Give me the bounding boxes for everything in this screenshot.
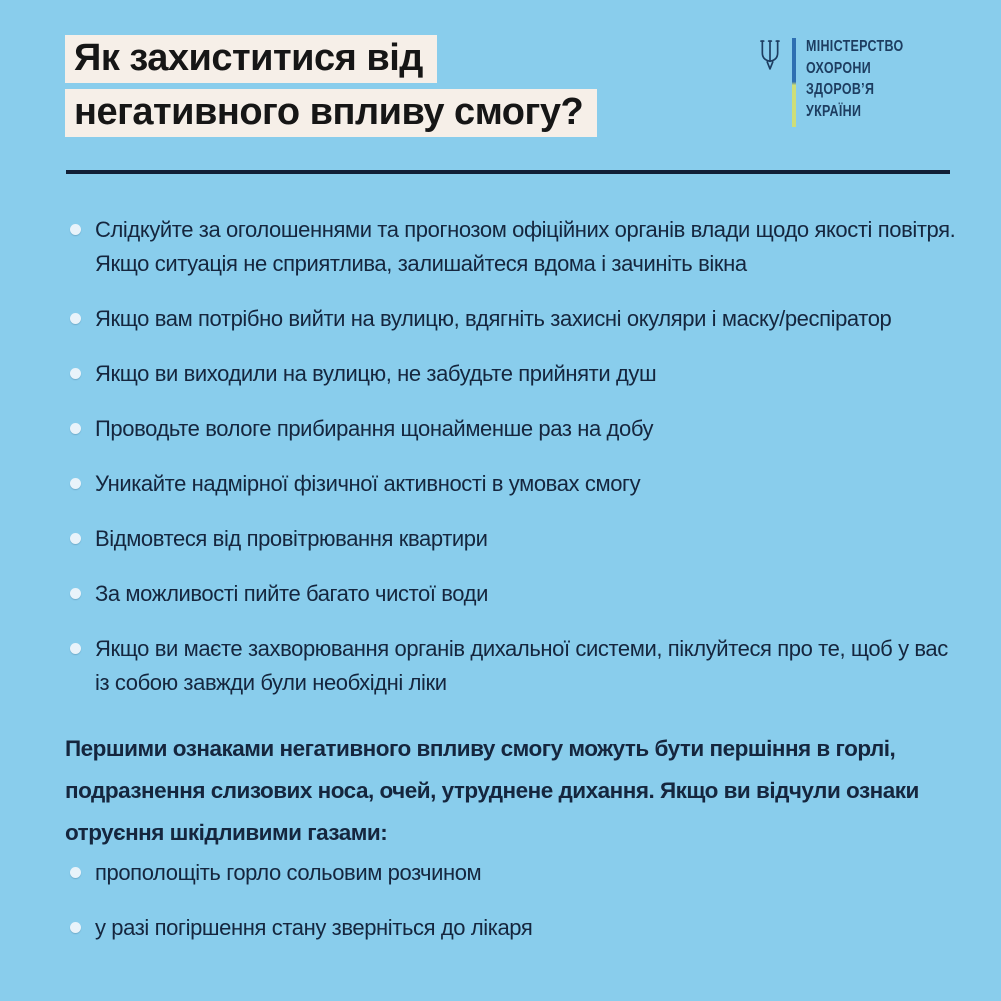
list-item bbox=[65, 213, 960, 281]
remedy-text: прополощіть горло сольовим розчином bbox=[95, 860, 482, 885]
warning-line: отруєння шкідливими газами: bbox=[65, 820, 388, 845]
bullet-dot bbox=[70, 588, 81, 599]
list-item bbox=[65, 412, 960, 446]
list-item bbox=[65, 357, 960, 391]
title-line-2: негативного впливу смогу? bbox=[65, 89, 597, 137]
bullet-dot bbox=[70, 867, 81, 878]
tip-text: Відмовтеся від провітрювання квартири bbox=[95, 526, 488, 551]
tip-text: Якщо ви виходили на вулицю, не забудьте прийняти душ bbox=[95, 361, 657, 386]
divider-line bbox=[66, 170, 950, 174]
remedy-text: у разі погіршення стану зверніться до лікаря bbox=[95, 915, 533, 940]
list-item bbox=[65, 302, 960, 336]
flag-bar-icon bbox=[792, 38, 796, 127]
bullet-dot bbox=[70, 643, 81, 654]
list-item bbox=[65, 632, 960, 700]
ministry-name-line: ОХОРОНИ bbox=[806, 59, 871, 77]
list-item bbox=[65, 577, 960, 611]
list-item bbox=[65, 911, 960, 945]
ministry-name-line: МІНІСТЕРСТВО bbox=[806, 38, 904, 55]
moh-logo bbox=[758, 38, 931, 127]
bullet-dot bbox=[70, 224, 81, 235]
ministry-name-line: ЗДОРОВ’Я bbox=[806, 81, 875, 98]
list-item bbox=[65, 522, 960, 556]
bullet-dot bbox=[70, 368, 81, 379]
bullet-dot bbox=[70, 478, 81, 489]
bullet-dot bbox=[70, 423, 81, 434]
warning-paragraph bbox=[65, 728, 965, 854]
ministry-name bbox=[806, 36, 903, 122]
tip-text: Якщо вам потрібно вийти на вулицю, вдягніть захисні окуляри і маску/респіратор bbox=[95, 306, 892, 331]
tips-list bbox=[65, 213, 960, 721]
tip-text: Слідкуйте за оголошеннями та прогнозом офіційних органів влади щодо якості повітря. Якщо ситуація не сприятлива, залишайтеся вдома і зачиніть вікна bbox=[95, 217, 956, 276]
bullet-dot bbox=[70, 313, 81, 324]
ministry-name-line: УКРАЇНИ bbox=[806, 102, 862, 120]
remedies-list bbox=[65, 856, 960, 966]
warning-line: Першими ознаками негативного впливу смогу можуть бути першіння в горлі, bbox=[65, 736, 896, 761]
title-line-1: Як захиститися від bbox=[65, 35, 437, 83]
list-item bbox=[65, 856, 960, 890]
list-item bbox=[65, 467, 960, 501]
tip-text: За можливості пийте багато чистої води bbox=[95, 581, 488, 606]
tryzub-trident-icon bbox=[758, 39, 782, 71]
tip-text: Проводьте вологе прибирання щонайменше раз на добу bbox=[95, 416, 654, 441]
page-title bbox=[65, 35, 597, 143]
bullet-dot bbox=[70, 922, 81, 933]
tip-text: Якщо ви маєте захворювання органів дихальної системи, піклуйтеся про те, щоб у вас із собою завжди були необхідні ліки bbox=[95, 636, 948, 695]
tip-text: Уникайте надмірної фізичної активності в умовах смогу bbox=[95, 471, 641, 496]
bullet-dot bbox=[70, 533, 81, 544]
warning-line: подразнення слизових носа, очей, утруднене дихання. Якщо ви відчули ознаки bbox=[65, 778, 919, 803]
